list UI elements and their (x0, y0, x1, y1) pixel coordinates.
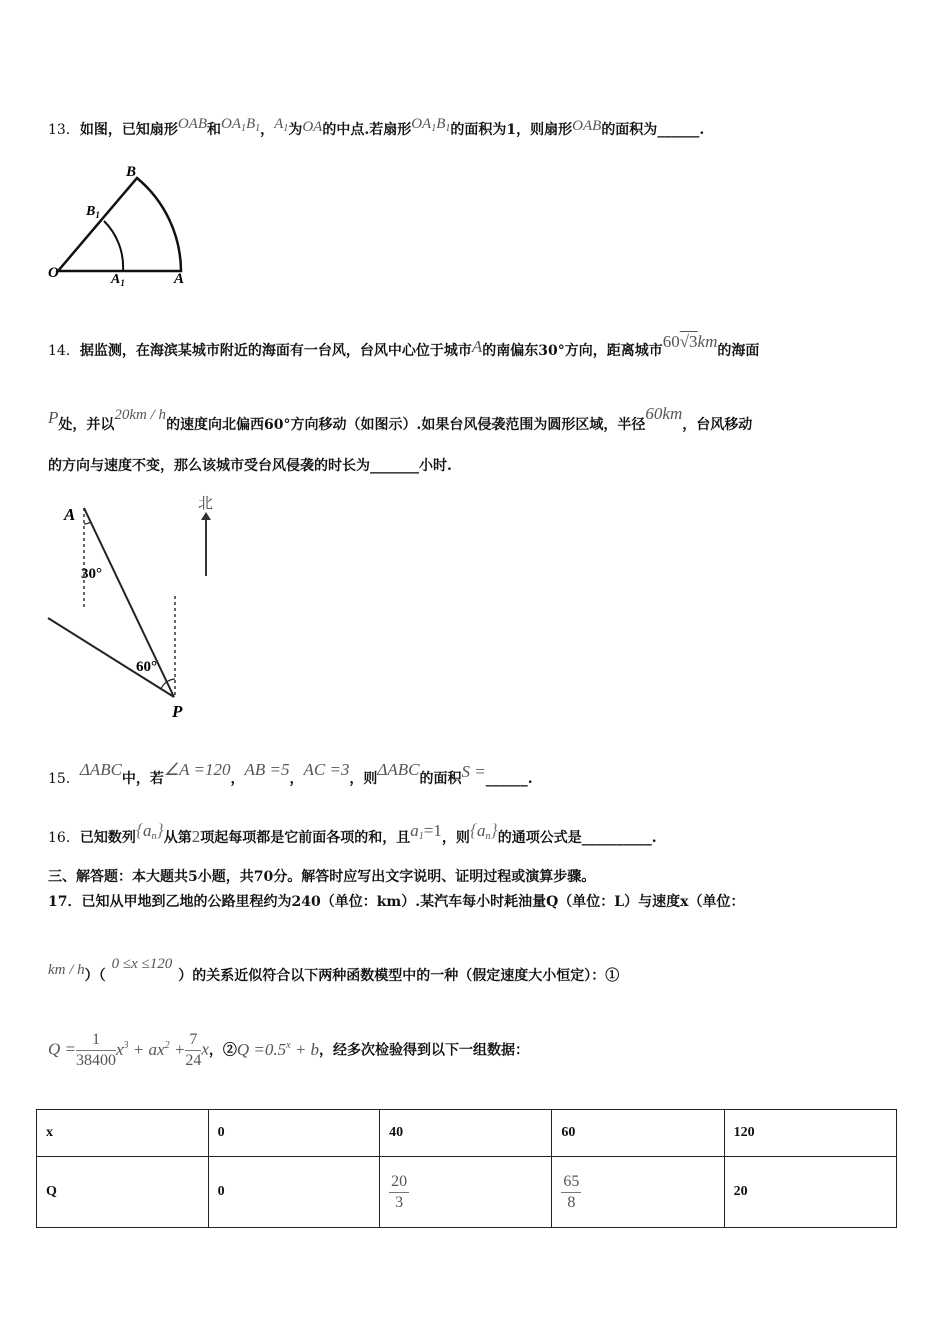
q13-text: 的面积为 (601, 122, 658, 138)
q17-line-3 (48, 1030, 529, 1071)
label-north: 北 (198, 494, 214, 512)
q14-line-1 (48, 332, 759, 361)
math-oa: OA (302, 119, 323, 135)
q14-text: 的方向与速度不变，那么该城市受台风侵袭的时长为 (48, 458, 370, 474)
label-b: B (126, 164, 137, 180)
q15-text: ， (230, 771, 245, 787)
label-p: P (172, 702, 183, 721)
q14-line-3 (48, 456, 452, 476)
sector-figure (44, 156, 204, 292)
q14-text: 据监测，在海滨某城市附近的海面有一台风，台风中心位于城市 (79, 343, 472, 359)
q13-text: 的中点.若扇形 (322, 122, 412, 138)
answer-blank: __________ (581, 830, 652, 846)
table-cell (380, 1157, 552, 1228)
q13-text: 和 (207, 122, 221, 138)
q14-text: 的南偏东30°方向，距离城市 (482, 343, 663, 359)
inner-arc (104, 221, 123, 271)
section-heading: 三、解答题：本大题共5小题，共70分。解答时应写出文字说明、证明过程或演算步骤。 (48, 869, 596, 885)
math-p: P (48, 408, 59, 427)
math-speed: 20km / h (114, 407, 167, 423)
q13-text: . (699, 122, 705, 138)
q14-text: 的海面 (717, 343, 760, 359)
answer-blank: ______ (485, 771, 528, 787)
table-cell: 0 (208, 1157, 379, 1228)
q15-text: ，则 (349, 771, 378, 787)
math-a1: $A_1$ (274, 116, 289, 134)
table-cell: 20 (724, 1157, 896, 1228)
q14-text: 小时. (419, 458, 452, 474)
math-angle-a: ∠A =120 (163, 760, 231, 779)
label-30-degrees: 30° (81, 566, 102, 582)
label-o: O (48, 265, 59, 281)
q17-line-1: 17．已知从甲地到乙地的公路里程约为240（单位：km）.某汽车每小时耗油量Q（单位：L）与速度x（单位： (48, 894, 745, 910)
math-x3: $x^3 + ax^2$ + (116, 1039, 186, 1059)
q14-number: 14． (48, 343, 80, 359)
q17-text: ）的关系近似符合以下两种函数模型中的一种（假定速度大小恒定）：① (178, 968, 620, 984)
q13-text: ， (260, 122, 275, 138)
math-distance: 60√3km (662, 332, 718, 351)
q14-text: ，台风移动 (682, 417, 753, 433)
table-row (37, 1157, 897, 1228)
math-range: 0 ≤x ≤120 (111, 956, 173, 972)
table-cell: 40 (380, 1110, 552, 1157)
label-60-degrees: 60° (136, 659, 157, 675)
angle-arc-30 (84, 522, 91, 524)
q16-text: 的通项公式是 (497, 830, 582, 846)
label-a: A (64, 505, 76, 524)
label-b1: $B_1$ (86, 204, 100, 220)
fraction-7-24: $\frac{7}{24}$ (185, 1031, 202, 1069)
fraction-65-8: $\frac{65}{8}$ (563, 1172, 580, 1211)
math-triangle-abc-2: ΔABC (377, 760, 420, 779)
q17-text: ，经多次检验得到以下一组数据： (319, 1042, 530, 1059)
label-a1: $A_1$ (111, 272, 125, 288)
outer-sector (58, 178, 181, 271)
data-table (36, 1109, 897, 1228)
q14-text: 处，并以 (58, 417, 115, 433)
math-exponential-model: $Q =0.5^x + b$ (236, 1039, 320, 1059)
math-radius: 60km (645, 404, 683, 423)
math-2: 2 (191, 827, 201, 846)
math-sequence-an: $\{a_n\}$ (135, 820, 164, 842)
q15-text: 中，若 (121, 771, 164, 787)
table-cell: 60 (552, 1110, 724, 1157)
math-ab: AB =5 (244, 760, 290, 779)
q15-line (48, 760, 533, 789)
q13-text: 的面积为1，则扇形 (450, 122, 573, 138)
q17-text: ，② (208, 1042, 237, 1059)
table-cell: x (37, 1110, 209, 1157)
q16-line (48, 820, 657, 848)
math-oab-2: OAB (572, 118, 602, 134)
table-cell: Q (37, 1157, 209, 1228)
q16-text: 项起每项都是它前面各项的和，且 (200, 830, 411, 846)
q14-text: 的速度向北偏西60°方向移动（如图示）.如果台风侵袭范围为圆形区域，半径 (166, 417, 646, 433)
math-oa1b1-2: $OA_1B_1$ (411, 116, 451, 134)
q14-line-2 (48, 404, 752, 435)
q13-text: 为 (288, 122, 303, 138)
answer-blank: ______ (657, 122, 700, 138)
fraction-20-3: $\frac{20}{3}$ (391, 1172, 408, 1211)
math-oab: OAB (177, 116, 207, 132)
math-s: S = (461, 762, 486, 781)
math-a: A (471, 337, 483, 356)
north-arrow-icon (201, 512, 211, 520)
math-q: Q = (48, 1039, 76, 1059)
q13-line (48, 114, 704, 140)
fraction-1-38400: $\frac{1}{38400}$ (76, 1031, 116, 1069)
q15-text: . (527, 771, 533, 787)
label-a: A (174, 271, 185, 287)
math-ac: AC =3 (303, 760, 350, 779)
table-cell: 120 (724, 1110, 896, 1157)
math-a1-eq: $a_1=1$ (410, 821, 442, 842)
q16-text: . (651, 830, 657, 846)
q15-text: 的面积 (419, 771, 462, 787)
q17-line-2 (48, 954, 619, 986)
table-cell (552, 1157, 724, 1228)
q16-text: ，则 (441, 830, 470, 846)
q13-text: 如图，已知扇形 (79, 122, 178, 138)
answer-blank: _______ (370, 458, 419, 474)
table-row (37, 1110, 897, 1157)
math-oa1b1: $OA_1B_1$ (221, 116, 261, 134)
math-triangle-abc: ΔABC (79, 760, 122, 779)
q16-text: 从第 (163, 830, 192, 846)
q16-number: 16． (48, 830, 80, 846)
math-unit: km / h (48, 962, 85, 978)
q15-text: ， (289, 771, 304, 787)
table-cell: 0 (208, 1110, 379, 1157)
q15-number: 15． (48, 771, 80, 787)
math-x: x (201, 1039, 209, 1059)
q17-text: ）（ (84, 968, 106, 984)
typhoon-figure (44, 490, 234, 722)
q16-text: 已知数列 (79, 830, 136, 846)
math-sequence-an-2: $\{a_n\}$ (469, 820, 498, 842)
q13-number: 13． (48, 122, 80, 138)
